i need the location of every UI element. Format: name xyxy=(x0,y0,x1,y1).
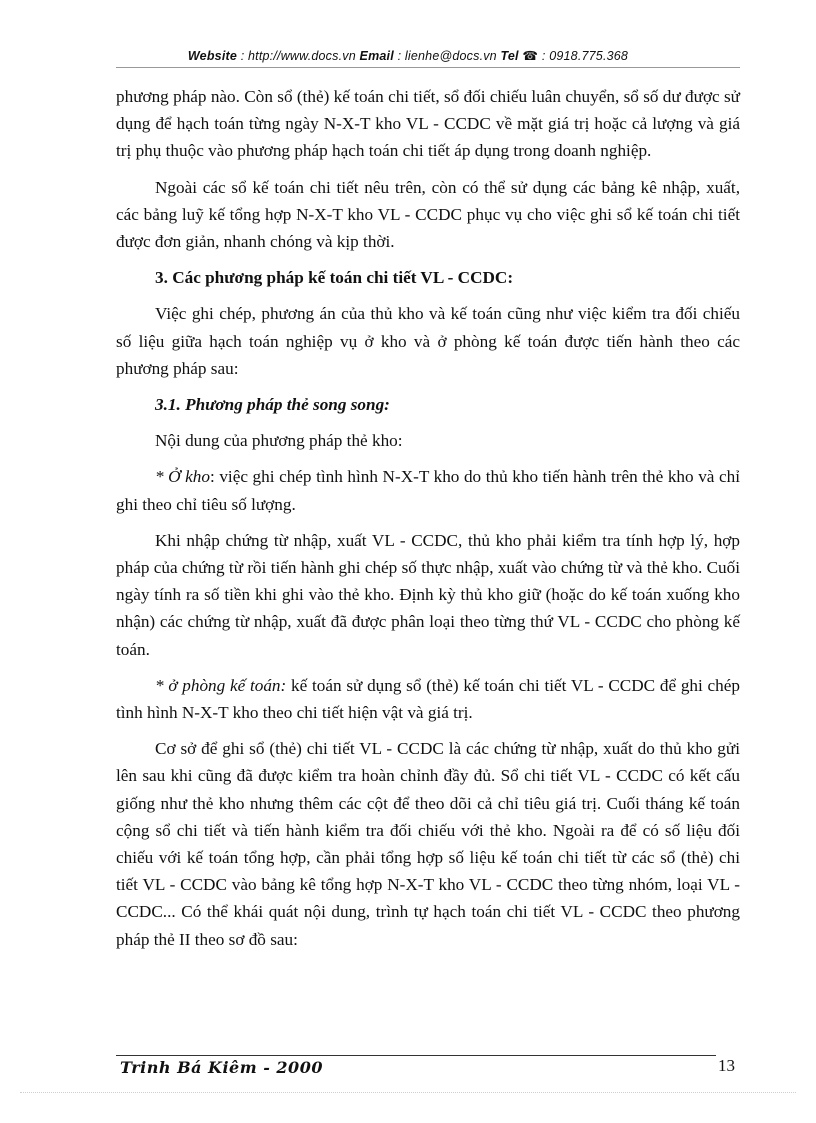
paragraph-7-text: kế toán sử dụng sổ (thẻ) kế toán chi tiết VL - CCDC để ghi chép tình hình N-X-T kho theo chi tiết hiện vật và giá trị. xyxy=(116,675,740,723)
website-label: Website xyxy=(187,49,238,63)
header-divider xyxy=(116,67,740,68)
email-value: : lienhe@docs.vn xyxy=(393,49,501,63)
paragraph-1: phương pháp nào. Còn sổ (thẻ) kế toán chi tiết, sổ đối chiếu luân chuyển, sổ số dư được sử dụng để hạch toán từng ngày N-X-T kho VL - CCDC về mặt giá trị hoặc cả lượng và giá trị phụ thuộc vào phương pháp hạch toán chi tiết áp dụng trong doanh nghiệp. xyxy=(116,87,740,161)
website-value: : http://www.docs.vn xyxy=(237,49,360,63)
paragraph-7-lead: * ở phòng kế toán: xyxy=(155,675,287,695)
tel-value: : 0918.775.368 xyxy=(538,49,629,63)
page-bottom-border xyxy=(20,1092,796,1093)
email-label: Email xyxy=(359,49,394,63)
phone-icon: ☎ xyxy=(522,49,539,63)
page-number: 13 xyxy=(718,1056,735,1075)
paragraph-8: Cơ sở để ghi sổ (thẻ) chi tiết VL - CCDC là các chứng từ nhập, xuất do thủ kho gửi lên sau khi cũng đã được kiểm tra hoàn chỉnh đầy đủ. Sổ chi tiết VL - CCDC có kết cấu giống như thẻ kho nhưng thêm các cột để theo dõi cả chỉ tiêu giá trị. Cuối tháng kế toán cộng sổ chi tiết và tiến hành kiểm tra đối chiếu với thẻ kho. Ngoài ra để có số liệu đối chiếu với kế toán tổng hợp, cần phải tổng hợp số liệu kế toán chi tiết từ các sổ (thẻ) chi tiết VL - CCDC vào bảng kê tổng hợp N-X-T kho VL - CCDC theo từng nhóm, loại VL - CCDC... Có thể khái quát nội dung, trình tự hạch toán chi tiết VL - CCDC theo phương pháp thẻ II theo sơ đồ sau: xyxy=(116,739,740,949)
paragraph-5-lead: * Ở kho xyxy=(155,467,210,487)
paragraph-7 xyxy=(116,672,740,726)
footer-author: Trinh Bá Kiêm - 2000 xyxy=(120,1058,323,1077)
section-heading-3: 3. Các phương pháp kế toán chi tiết VL - CCDC: xyxy=(155,268,514,288)
section-heading-3-1: 3.1. Phương pháp thẻ song song: xyxy=(155,395,390,415)
paragraph-5-text: : việc ghi chép tình hình N-X-T kho do thủ kho tiến hành trên thẻ kho và chỉ ghi theo chỉ tiêu số lượng. xyxy=(116,467,740,514)
document-body xyxy=(116,83,740,962)
paragraph-6: Khi nhập chứng từ nhập, xuất VL - CCDC, thủ kho phải kiểm tra tính hợp lý, hợp pháp của chứng từ rồi tiến hành ghi chép số thực nhập, xuất vào chứng từ và thẻ kho. Cuối ngày tính ra số tiền khi ghi vào thẻ kho. Định kỳ thủ kho giữ (hoặc do kế toán xuống kho nhận) các chứng từ nhập, xuất đã được phân loại theo từng thứ VL - CCDC cho phòng kế toán. xyxy=(116,530,740,659)
tel-label: Tel xyxy=(500,49,519,63)
page-header xyxy=(0,48,816,63)
paragraph-3: Việc ghi chép, phương án của thủ kho và kế toán cũng như việc kiểm tra đối chiếu số liệu giữa hạch toán nghiệp vụ ở kho và ở phòng kế toán được tiến hành theo các phương pháp sau: xyxy=(116,304,740,378)
paragraph-5 xyxy=(116,463,740,517)
footer-divider xyxy=(116,1055,716,1056)
paragraph-4: Nội dung của phương pháp thẻ kho: xyxy=(155,431,403,451)
paragraph-2: Ngoài các sổ kế toán chi tiết nêu trên, còn có thể sử dụng các bảng kê nhập, xuất, các bảng luỹ kế tổng hợp N-X-T kho VL - CCDC phục vụ cho việc ghi sổ kế toán chi tiết được đơn giản, nhanh chóng và kịp thời. xyxy=(116,177,740,252)
